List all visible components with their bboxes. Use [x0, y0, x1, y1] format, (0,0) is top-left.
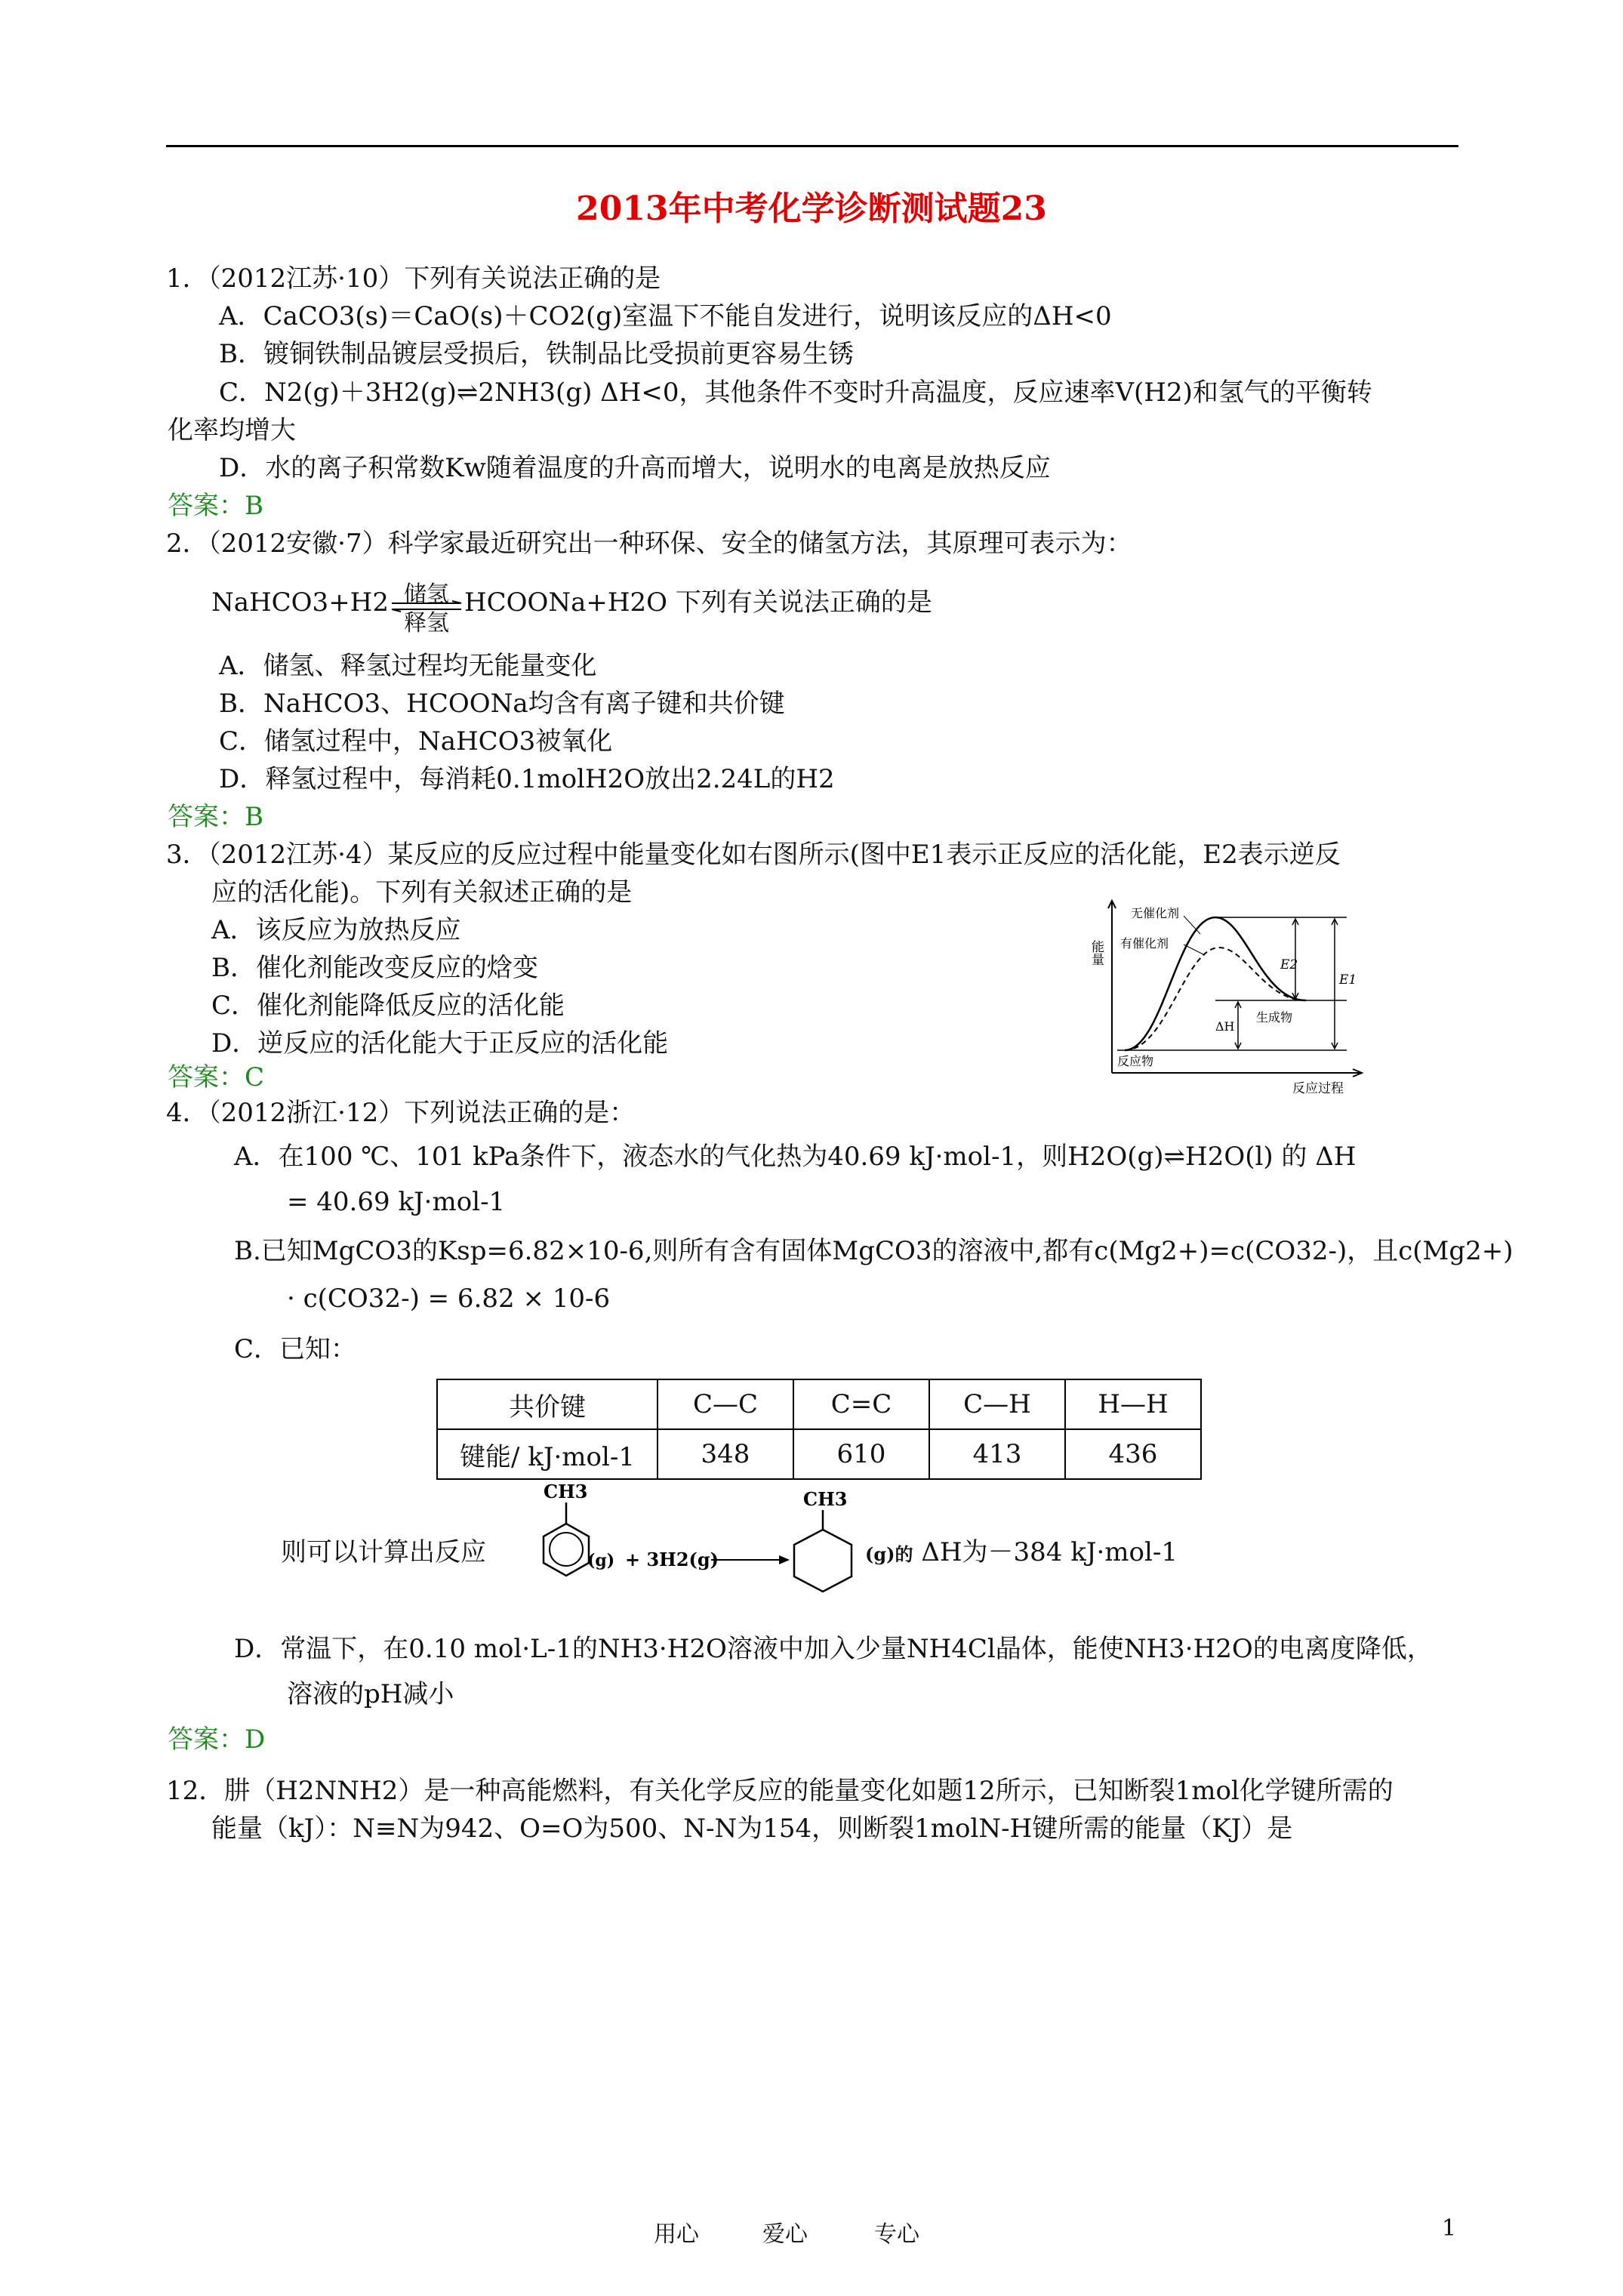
- q2-answer: 答案：B: [168, 802, 263, 832]
- q3-stem-line2: 应的活化能)。下列有关叙述正确的是: [211, 877, 633, 908]
- q3-answer: 答案：C: [168, 1062, 265, 1093]
- table-header-cell: C—H: [929, 1379, 1065, 1429]
- x-axis-label: 反应过程: [1292, 1081, 1344, 1096]
- no-catalyst-label: 无催化剂: [1131, 906, 1180, 920]
- q1-answer: 答案：B: [168, 491, 263, 521]
- q1-option-b: B．镀铜铁制品镀层受损后，铁制品比受损前更容易生锈: [219, 339, 854, 369]
- q2-option-c: C．储氢过程中，NaHCO3被氧化: [219, 726, 613, 757]
- q2-option-a: A．储氢、释氢过程均无能量变化: [219, 651, 597, 681]
- footer-motto-1: 用心: [654, 2221, 699, 2248]
- g-label-2: (g)的: [865, 1543, 913, 1565]
- table-cell: 348: [658, 1429, 793, 1479]
- table-cell: 610: [793, 1429, 929, 1479]
- q4-reaction-suffix: [865, 1536, 1178, 1571]
- toluene-ch3-label: CH3: [544, 1481, 588, 1502]
- table-row: [437, 1429, 1201, 1479]
- table-row-label: 键能/ kJ·mol-1: [437, 1429, 658, 1479]
- g-label-1: (g): [587, 1551, 615, 1570]
- q2-eq-left: NaHCO3+H2: [211, 587, 389, 618]
- q3-option-a: A．该反应为放热反应: [211, 915, 461, 945]
- table-header-cell: 共价键: [437, 1379, 658, 1429]
- table-cell: 413: [929, 1429, 1065, 1479]
- e1-label: E1: [1339, 972, 1357, 988]
- plus-h2-label: + 3H2(g): [625, 1549, 719, 1570]
- dh-label: ΔH: [1215, 1019, 1235, 1034]
- q3-stem-line1: 3．（2012江苏·4）某反应的反应过程中能量变化如右图所示(图中E1表示正反应的活化能，E2表示逆反: [166, 840, 1341, 870]
- page-title: 2013年中考化学诊断测试题23: [576, 190, 1047, 228]
- product-label: 生成物: [1256, 1010, 1293, 1025]
- footer-motto-3: 专心: [874, 2221, 919, 2248]
- with-catalyst-label: 有催化剂: [1120, 936, 1169, 951]
- q4-option-d-line1: D．常温下，在0.10 mol·L-1的NH3·H2O溶液中加入少量NH4Cl晶体，能使NH3·H2O的电离度降低，: [234, 1634, 1433, 1664]
- reactant-label: 反应物: [1117, 1054, 1154, 1068]
- footer-motto-2: 爱心: [762, 2221, 808, 2248]
- q4-option-a-line2: = 40.69 kJ·mol-1: [287, 1187, 506, 1217]
- q12-line1: 12．肼（H2NNH2）是一种高能燃料，有关化学反应的能量变化如题12所示，已知断裂1mol化学键所需的: [166, 1776, 1394, 1806]
- q4-option-c: C．已知：: [234, 1334, 357, 1364]
- cyclohexane-ch3-label: CH3: [803, 1488, 848, 1510]
- table-header-cell: C—C: [658, 1379, 793, 1429]
- table-cell: 436: [1065, 1429, 1201, 1479]
- q4-option-b-line1: B.已知MgCO3的Ksp=6.82×10-6,则所有含有固体MgCO3的溶液中,都有c(Mg2+)=c(CO32-)，且c(Mg2+): [234, 1236, 1514, 1266]
- q2-eq-right: HCOONa+H2O 下列有关说法正确的是: [463, 587, 932, 618]
- q4-option-a-line1: A．在100 ℃、101 kPa条件下，液态水的气化热为40.69 kJ·mol-1，则H2O(g)⇌H2O(l) 的 ΔH: [234, 1142, 1357, 1172]
- q1-option-c-line1: C．N2(g)＋3H2(g)⇌2NH3(g) ΔH<0，其他条件不变时升高温度，反应速率V(H2)和氢气的平衡转: [219, 378, 1372, 408]
- q4-reaction-prefix: 则可以计算出反应: [281, 1537, 486, 1567]
- header-rule: [166, 145, 1458, 147]
- table-header-row: [437, 1379, 1201, 1429]
- q2-equation: [211, 581, 932, 636]
- table-header-cell: H—H: [1065, 1379, 1201, 1429]
- q2-option-d: D．释氢过程中，每消耗0.1molH2O放出2.24L的H2: [219, 764, 835, 794]
- toluene-icon: [544, 1481, 589, 1576]
- table-header-cell: C=C: [793, 1379, 929, 1429]
- q4-option-d-line2: 溶液的pH减小: [287, 1679, 454, 1709]
- q1-option-d: D．水的离子积常数Kw随着温度的升高而增大，说明水的电离是放热反应: [219, 453, 1051, 483]
- y-axis-label: 能量: [1089, 940, 1104, 966]
- q3-option-d: D．逆反应的活化能大于正反应的活化能: [211, 1028, 669, 1059]
- q4-reaction-dh: ΔH为－384 kJ·mol-1: [921, 1537, 1178, 1567]
- q2-stem: 2．（2012安徽·7）科学家最近研究出一种环保、安全的储氢方法，其原理可表示为：: [166, 529, 1132, 559]
- q3-option-c: C．催化剂能降低反应的活化能: [211, 991, 565, 1021]
- e2-label: E2: [1280, 957, 1298, 972]
- methylcyclohexane-icon: [794, 1488, 852, 1592]
- arrow-top-label: 储氢: [403, 581, 449, 608]
- reaction-arrow-icon: [390, 581, 463, 636]
- reaction-arrow-icon: [711, 1555, 790, 1564]
- q12-line2: 能量（kJ）：N≡N为942、O=O为500、N-N为154，则断裂1molN-H键所需的能量（KJ）是: [211, 1814, 1293, 1844]
- q4-answer: 答案：D: [168, 1724, 266, 1755]
- energy-diagram: [1089, 895, 1381, 1099]
- q2-option-b: B．NaHCO3、HCOONa均含有离子键和共价键: [219, 689, 785, 719]
- q1-option-c-line2: 化率均增大: [168, 415, 296, 445]
- q4-option-b-line2: · c(CO32-) = 6.82 × 10-6: [287, 1284, 611, 1314]
- q4-stem: 4．（2012浙江·12）下列说法正确的是：: [166, 1098, 636, 1128]
- arrow-bottom-label: 释氢: [403, 610, 449, 636]
- q1-stem: 1．（2012江苏·10）下列有关说法正确的是: [166, 264, 661, 294]
- page-number: 1: [1442, 2215, 1457, 2242]
- q3-option-b: B．催化剂能改变反应的焓变: [211, 953, 538, 983]
- q1-option-a: A．CaCO3(s)＝CaO(s)＋CO2(g)室温下不能自发进行，说明该反应的ΔH<0: [219, 301, 1112, 331]
- bond-energy-table: [436, 1379, 1202, 1480]
